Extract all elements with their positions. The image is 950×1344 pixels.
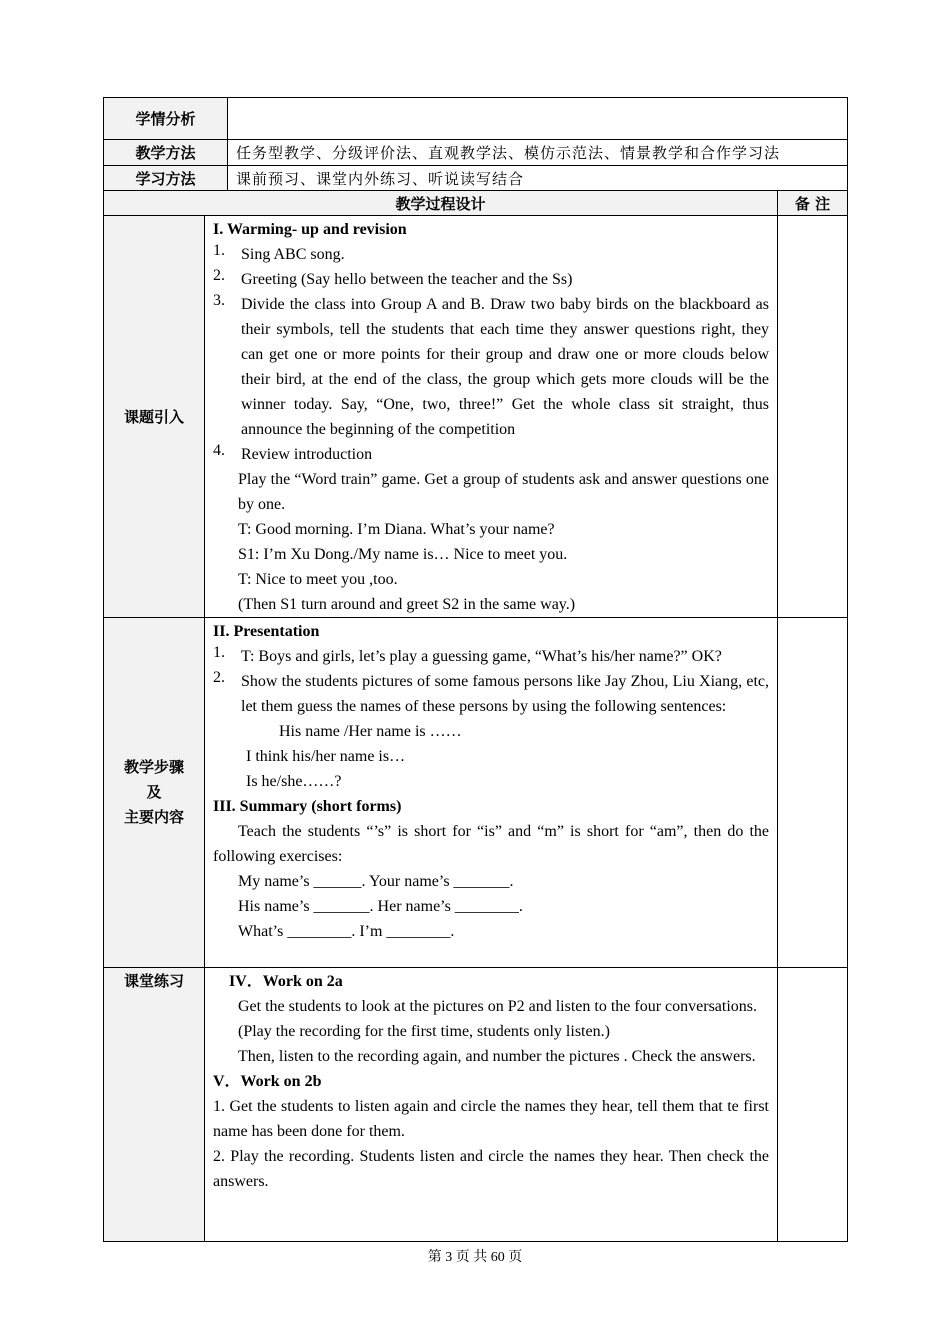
process-header-row <box>104 191 848 216</box>
practice-content <box>205 968 778 1242</box>
intro-line: (Then S1 turn around and greet S2 in the same way.) <box>238 596 576 613</box>
teaching-method-label: 教学方法 <box>104 140 228 166</box>
summary-heading: III. Summary (short forms) <box>213 798 402 815</box>
work-2b-heading: V．Work on 2b <box>213 1073 322 1090</box>
practice-row <box>104 968 848 1242</box>
exercise-line: What’s ________. I’m ________. <box>238 923 455 940</box>
main-notes <box>778 618 848 968</box>
practice-label: 课堂练习 <box>104 968 205 1242</box>
intro-item: 3. Divide the class into Group A and B. Draw two baby birds on the blackboard as their symbols, tell the students that each time they answer questions right, they can get one or more points for their group and draw one or more clouds below their bird, at the end of the class, the group which gets more clouds will be the winner today. Say, “One, two, three!” Get the whole class sit straight, thus announce the beginning of the competition <box>213 292 769 438</box>
work-2a-heading: IV．Work on 2a <box>229 973 343 990</box>
intro-item: 1. Sing ABC song. <box>213 242 345 263</box>
presentation-item: 2. Show the students pictures of some famous persons like Jay Zhou, Liu Xiang, etc, let them guess the names of these persons by using the following sentences: <box>213 669 769 715</box>
main-row <box>104 618 848 968</box>
summary-text: Teach the students “’s” is short for “is” and “m” is short for “am”, then do the following exercises: <box>213 823 769 865</box>
process-table <box>103 215 848 1242</box>
main-label-line: 及 <box>146 783 162 801</box>
process-header: 教学过程设计 <box>104 191 778 216</box>
intro-notes <box>778 216 848 618</box>
presentation-heading: II. Presentation <box>213 623 320 640</box>
teaching-method-value: 任务型教学、分级评价法、直观教学法、模仿示范法、情景教学和合作学习法 <box>228 140 848 166</box>
practice-paragraph: Get the students to look at the pictures on P2 and listen to the four conversations. <box>238 998 758 1015</box>
practice-paragraph: 2. Play the recording. Students listen and circle the names they hear. Then check the answers. <box>213 1148 769 1190</box>
learning-method-label: 学习方法 <box>104 166 228 191</box>
analysis-label: 学情分析 <box>104 98 228 140</box>
intro-line: T: Good morning. I’m Diana. What’s your name? <box>238 521 555 538</box>
page-footer: 第 3 页 共 60 页 <box>427 1250 523 1265</box>
main-label-line: 教学步骤 <box>123 758 184 776</box>
main-label <box>104 618 205 968</box>
exercise-line: My name’s ______. Your name’s _______. <box>238 873 514 890</box>
lesson-plan-table <box>103 97 848 216</box>
main-content <box>205 618 778 968</box>
intro-line: T: Nice to meet you ,too. <box>238 571 398 588</box>
notes-header: 备 注 <box>778 191 848 216</box>
analysis-value <box>228 98 848 140</box>
intro-content <box>205 216 778 618</box>
analysis-row <box>104 98 848 140</box>
intro-heading: I. Warming- up and revision <box>213 221 407 238</box>
learning-method-row <box>104 166 848 191</box>
sentence-line: His name /Her name is …… <box>279 723 462 740</box>
intro-item: 4. Review introduction <box>213 442 373 463</box>
intro-row <box>104 216 848 618</box>
intro-item: 2. Greeting (Say hello between the teacher and the Ss) <box>213 267 573 288</box>
exercise-line: His name’s _______. Her name’s ________. <box>238 898 523 915</box>
practice-paragraph: 1. Get the students to listen again and circle the names they hear, tell them that te first name has been done for them. <box>213 1098 769 1140</box>
intro-line: S1: I’m Xu Dong./My name is… Nice to meet you. <box>238 546 568 563</box>
practice-notes <box>778 968 848 1242</box>
presentation-item: 1. T: Boys and girls, let’s play a guessing game, “What’s his/her name?” OK? <box>213 644 722 665</box>
lesson-plan-page <box>103 97 847 1242</box>
intro-label: 课题引入 <box>104 216 205 618</box>
main-label-line: 主要内容 <box>123 808 184 826</box>
teaching-method-row <box>104 140 848 166</box>
intro-line: Play the “Word train” game. Get a group of students ask and answer questions one by one. <box>238 471 769 513</box>
sentence-line: I think his/her name is… <box>246 748 406 765</box>
practice-paragraph: (Play the recording for the first time, students only listen.) <box>238 1023 610 1040</box>
practice-paragraph: Then, listen to the recording again, and number the pictures . Check the answers. <box>238 1048 756 1065</box>
learning-method-value: 课前预习、课堂内外练习、听说读写结合 <box>228 166 848 191</box>
sentence-line: Is he/she……? <box>246 773 342 790</box>
